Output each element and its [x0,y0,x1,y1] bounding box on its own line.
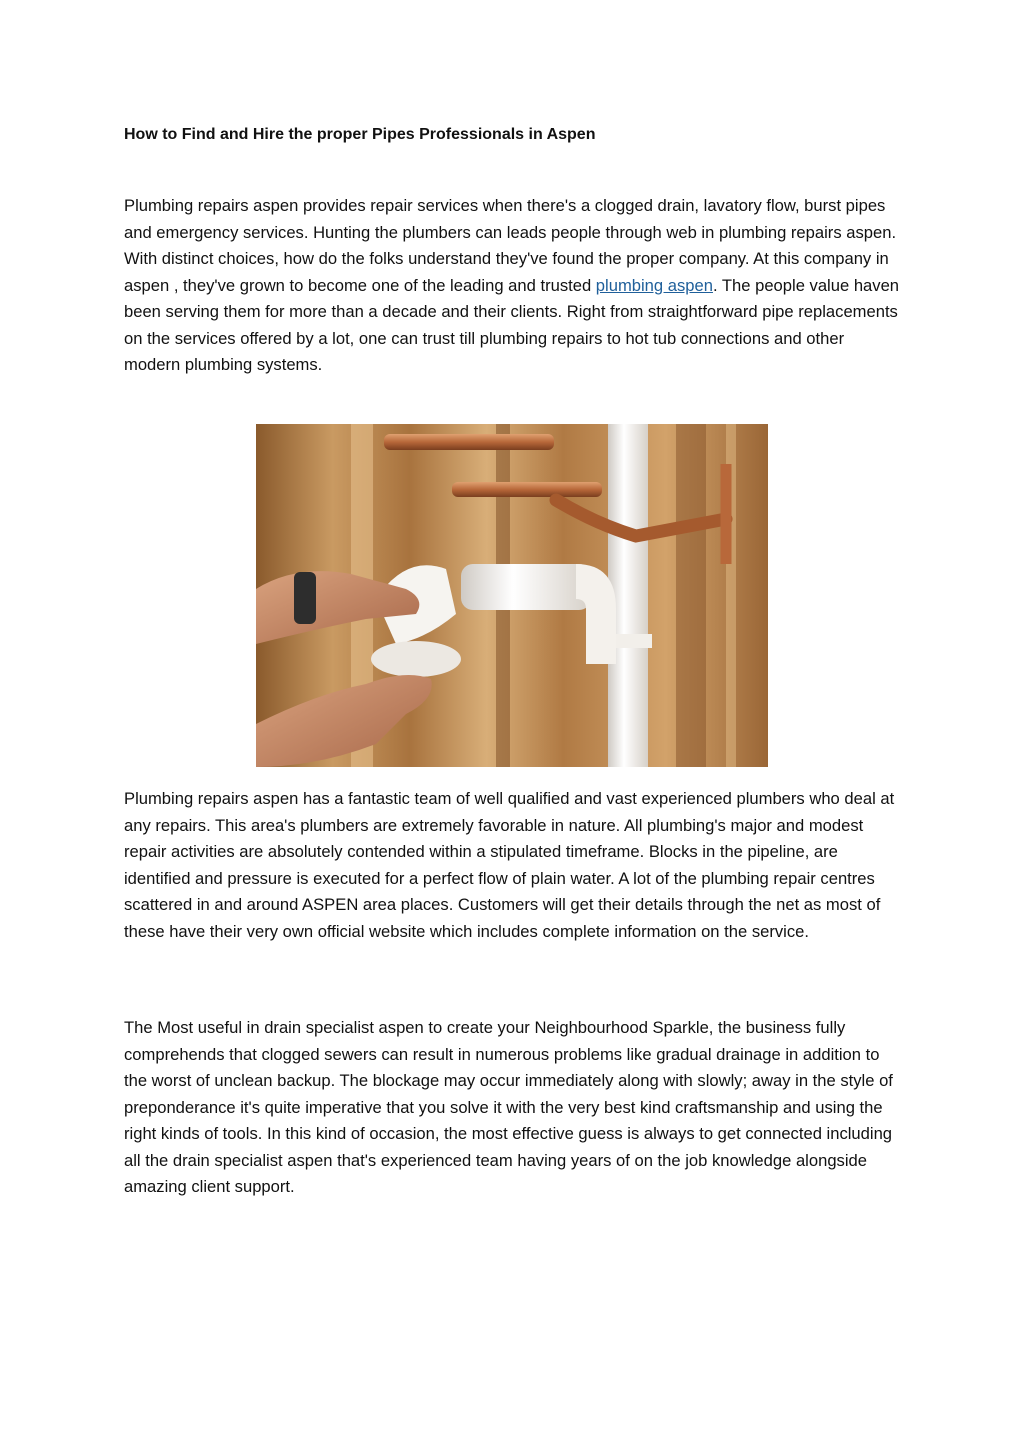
plumbing-aspen-link[interactable]: plumbing aspen [595,275,713,295]
plumbing-photo [256,424,768,767]
paragraph-drain: The Most useful in drain specialist aspen to create your Neighbourhood Sparkle, the business fully comprehends that clogged sewers can result in numerous problems like gradual drainage in addition to the worst of unclean backup. The blockage may occur immediately along with slowly; away in the style of preponderance it's quite imperative that you solve it with the very best kind craftsmanship and using the right kinds of tools. In this kind of occasion, the most effective guess is always to get connected including all the drain specialist aspen that's experienced team having years of on the job knowledge alongside amazing client support. [124,1018,893,1196]
paragraph-intro [124,193,904,379]
document-title: How to Find and Hire the proper Pipes Professionals in Aspen [124,126,596,143]
paragraph-intro-text-1: Plumbing repairs aspen provides repair services when there's a clogged drain, lavatory flow, burst pipes and emergency services. Hunting the plumbers can leads people through web in plumbing repairs aspen. With distinct choices, how do the folks understand they've found the proper company. At this company in aspen , they've grown to become one of the leading and trusted [124,196,897,295]
paragraph-team: Plumbing repairs aspen has a fantastic team of well qualified and vast experienced plumbers who deal at any repairs. This area's plumbers are extremely favorable in nature. All plumbing's major and modest repair activities are absolutely contended within a stipulated timeframe. Blocks in the pipeline, are identified and pressure is executed for a perfect flow of plain water. A lot of the plumbing repair centres scattered in and around ASPEN area places. Customers will get their details through the net as most of these have their very own official website which includes complete information on the service. [124,789,895,941]
paragraph-intro-text-2: . The people value haven been serving them for more than a decade and their clients. Right from straightforward pipe replacements on the services offered by a lot, one can trust till plumbing repairs to hot tub connections and other modern plumbing systems. [124,275,900,374]
